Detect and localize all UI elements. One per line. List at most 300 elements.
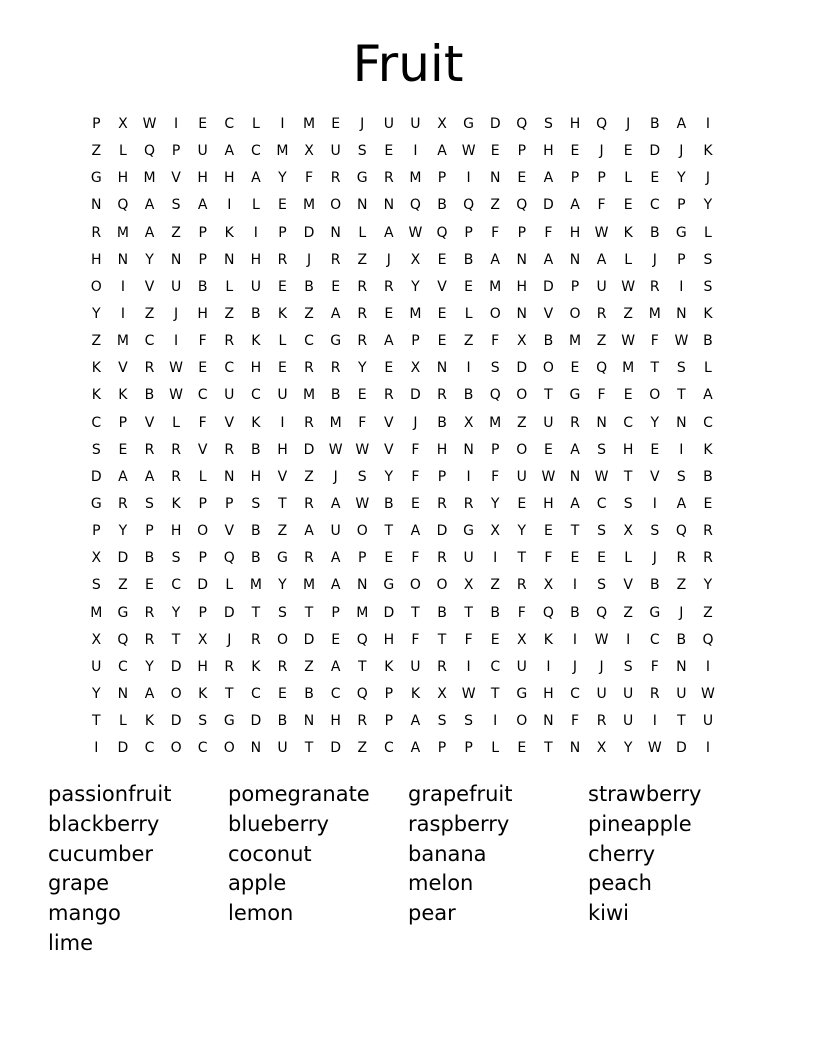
grid-letter: B: [144, 387, 155, 404]
grid-letter: F: [650, 333, 659, 350]
grid-letter: R: [383, 387, 394, 404]
grid-letter: I: [679, 278, 684, 295]
grid-letter: G: [356, 170, 368, 187]
grid-letter: G: [516, 685, 528, 702]
grid-letter: S: [543, 116, 553, 132]
grid-letter: Z: [623, 305, 633, 322]
grid-row: [83, 192, 733, 219]
grid-letter: A: [596, 251, 607, 268]
grid-letter: C: [144, 740, 155, 757]
grid-letter: D: [117, 740, 129, 757]
grid-letter: F: [544, 550, 553, 567]
grid-letter: M: [409, 305, 422, 322]
grid-letter: N: [676, 305, 687, 322]
grid-letter: H: [277, 441, 288, 458]
grid-letter: H: [543, 495, 554, 512]
grid-letter: J: [360, 116, 365, 132]
grid-letter: B: [649, 224, 660, 241]
grid-letter: R: [357, 278, 368, 295]
grid-letter: N: [436, 360, 448, 377]
grid-row: [83, 735, 733, 762]
grid-letter: Z: [304, 305, 314, 322]
grid-letter: R: [676, 550, 687, 567]
grid-letter: I: [546, 658, 551, 675]
grid-letter: C: [623, 414, 634, 431]
grid-letter: O: [542, 360, 554, 377]
grid-letter: G: [90, 495, 102, 512]
grid-letter: I: [253, 224, 258, 241]
grid-letter: U: [516, 468, 527, 485]
grid-letter: Z: [676, 577, 687, 594]
grid-letter: O: [330, 197, 342, 214]
grid-letter: U: [250, 278, 261, 295]
grid-row: [83, 111, 733, 138]
grid-letter: E: [570, 550, 580, 567]
grid-letter: H: [383, 631, 395, 648]
grid-letter: E: [410, 495, 420, 512]
grid-letter: I: [466, 468, 471, 485]
grid-letter: B: [463, 387, 474, 404]
grid-letter: Q: [463, 197, 475, 214]
grid-letter: W: [461, 685, 476, 702]
grid-letter: P: [278, 224, 287, 241]
grid-letter: V: [118, 360, 128, 377]
grid-letter: N: [170, 251, 182, 268]
grid-letter: U: [676, 685, 687, 702]
grid-letter: R: [304, 414, 314, 431]
grid-letter: Q: [489, 387, 501, 404]
grid-letter: W: [594, 468, 609, 485]
grid-letter: T: [464, 604, 473, 621]
grid-letter: A: [118, 468, 128, 485]
grid-letter: U: [277, 740, 288, 757]
grid-letter: R: [516, 577, 527, 594]
grid-letter: R: [437, 495, 447, 512]
grid-letter: T: [304, 740, 314, 757]
grid-letter: D: [90, 468, 102, 485]
grid-letter: D: [223, 604, 235, 621]
grid-letter: Z: [357, 740, 368, 757]
grid-letter: R: [304, 495, 314, 512]
grid-letter: I: [174, 333, 179, 350]
grid-letter: J: [652, 550, 657, 567]
grid-letter: I: [705, 116, 711, 132]
grid-letter: Z: [304, 468, 314, 485]
grid-letter: R: [596, 713, 607, 730]
grid-letter: S: [597, 441, 607, 458]
grid-letter: A: [330, 495, 341, 512]
grid-letter: P: [225, 495, 234, 512]
grid-letter: L: [624, 550, 633, 567]
grid-letter: V: [384, 414, 394, 431]
grid-letter: Z: [224, 305, 235, 322]
grid-letter: R: [463, 495, 474, 512]
grid-letter: Q: [516, 197, 528, 214]
grid-letter: D: [516, 360, 528, 377]
grid-letter: C: [596, 495, 607, 512]
grid-letter: X: [623, 523, 633, 540]
grid-letter: V: [224, 523, 235, 540]
grid-letter: S: [251, 495, 261, 512]
grid-letter: E: [384, 360, 394, 377]
grid-letter: N: [224, 468, 235, 485]
grid-letter: R: [383, 278, 394, 295]
grid-letter: E: [543, 523, 553, 540]
grid-letter: O: [197, 523, 209, 540]
grid-letter: L: [464, 305, 473, 322]
grid-letter: N: [224, 251, 235, 268]
grid-letter: O: [356, 523, 368, 540]
grid-letter: E: [437, 333, 447, 350]
grid-letter: P: [145, 523, 154, 540]
grid-letter: A: [304, 523, 314, 540]
grid-letter: P: [92, 116, 101, 132]
grid-letter: G: [463, 523, 475, 540]
grid-letter: E: [437, 305, 447, 322]
grid-letter: C: [197, 387, 208, 404]
grid-letter: S: [91, 577, 101, 594]
grid-letter: V: [197, 441, 208, 458]
grid-letter: R: [649, 278, 660, 295]
grid-row: [83, 382, 733, 409]
grid-letter: S: [703, 278, 713, 295]
word-list-item: pineapple: [588, 811, 692, 836]
grid-letter: A: [330, 658, 341, 675]
grid-letter: M: [303, 577, 316, 594]
grid-letter: N: [117, 251, 129, 268]
grid-letter: H: [543, 143, 554, 160]
grid-letter: E: [145, 577, 154, 594]
grid-letter: K: [543, 631, 553, 648]
grid-letter: R: [144, 604, 155, 621]
grid-letter: F: [491, 333, 500, 350]
grid-letter: W: [355, 495, 370, 512]
grid-letter: F: [305, 170, 314, 187]
grid-letter: N: [569, 740, 581, 757]
grid-letter: E: [331, 116, 341, 132]
grid-letter: I: [120, 305, 125, 322]
grid-letter: P: [384, 685, 394, 702]
grid-letter: M: [276, 143, 289, 160]
grid-letter: C: [250, 143, 261, 160]
grid-letter: M: [249, 577, 262, 594]
grid-letter: M: [116, 224, 129, 241]
grid-letter: M: [303, 197, 316, 214]
grid-letter: W: [701, 685, 715, 702]
grid-letter: A: [703, 387, 713, 404]
grid-letter: A: [197, 197, 208, 214]
grid-letter: L: [172, 414, 180, 431]
grid-row: [83, 437, 733, 464]
grid-letter: P: [171, 143, 181, 160]
grid-row: [83, 328, 733, 355]
grid-letter: U: [623, 713, 634, 730]
grid-letter: I: [174, 116, 179, 132]
grid-letter: Q: [516, 116, 528, 132]
grid-letter: K: [703, 305, 713, 322]
grid-letter: T: [357, 658, 367, 675]
grid-letter: D: [303, 441, 315, 458]
grid-letter: R: [357, 333, 368, 350]
grid-letter: K: [277, 305, 288, 322]
grid-letter: H: [250, 251, 262, 268]
grid-letter: P: [464, 224, 473, 241]
grid-letter: O: [90, 278, 102, 295]
grid-letter: G: [675, 224, 687, 241]
grid-letter: R: [144, 360, 155, 377]
grid-letter: C: [649, 631, 660, 648]
grid-letter: P: [331, 604, 340, 621]
grid-letter: X: [91, 550, 102, 567]
grid-letter: F: [491, 468, 500, 485]
grid-letter: E: [623, 387, 633, 404]
grid-letter: X: [410, 360, 421, 377]
grid-row: [83, 681, 733, 708]
grid-letter: C: [649, 197, 660, 214]
page-title: Fruit: [352, 35, 464, 93]
word-list-item: grape: [48, 871, 110, 896]
grid-letter: M: [489, 278, 502, 295]
grid-letter: K: [703, 441, 713, 458]
word-list-item: passionfruit: [48, 782, 172, 806]
grid-letter: G: [223, 713, 235, 730]
grid-letter: U: [330, 143, 341, 160]
grid-letter: O: [170, 740, 182, 757]
grid-letter: Z: [357, 251, 368, 268]
grid-letter: P: [570, 170, 580, 187]
grid-row: [83, 165, 733, 192]
grid-letter: T: [171, 631, 181, 648]
grid-letter: H: [224, 170, 235, 187]
grid-letter: S: [357, 468, 367, 485]
grid-letter: F: [198, 414, 207, 431]
grid-letter: O: [276, 631, 288, 648]
grid-letter: F: [198, 333, 207, 350]
grid-letter: N: [330, 224, 341, 241]
grid-letter: E: [464, 278, 474, 295]
grid-letter: R: [357, 713, 368, 730]
grid-letter: W: [674, 333, 689, 350]
grid-letter: A: [251, 170, 261, 187]
grid-letter: D: [543, 197, 554, 214]
grid-letter: C: [250, 387, 261, 404]
grid-letter: C: [144, 333, 155, 350]
grid-letter: K: [251, 414, 261, 431]
word-list-item: pomegranate: [228, 782, 370, 806]
grid-letter: G: [117, 604, 129, 621]
grid-letter: Q: [143, 143, 155, 160]
grid-letter: D: [303, 631, 315, 648]
grid-letter: B: [197, 278, 208, 295]
grid-letter: L: [118, 143, 127, 160]
grid-letter: T: [677, 387, 686, 404]
grid-letter: D: [117, 550, 129, 567]
grid-letter: G: [463, 116, 475, 132]
grid-letter: Q: [675, 523, 687, 540]
grid-letter: Z: [490, 197, 500, 214]
grid-letter: W: [169, 360, 183, 377]
grid-letter: U: [463, 550, 474, 567]
letter-grid: [83, 111, 733, 762]
grid-letter: W: [169, 387, 183, 404]
grid-letter: J: [386, 251, 391, 268]
grid-row: [83, 600, 733, 627]
grid-row: [83, 247, 733, 274]
grid-letter: I: [705, 658, 711, 675]
grid-letter: V: [649, 468, 660, 485]
grid-letter: X: [304, 143, 314, 160]
grid-row: [83, 708, 733, 735]
grid-letter: C: [570, 685, 580, 702]
grid-letter: N: [356, 577, 368, 594]
grid-letter: B: [304, 278, 314, 295]
grid-letter: X: [118, 116, 128, 132]
grid-letter: P: [198, 224, 207, 241]
grid-letter: Q: [702, 631, 714, 648]
grid-letter: X: [197, 631, 208, 648]
grid-letter: Q: [117, 631, 129, 648]
grid-letter: G: [383, 577, 395, 594]
grid-letter: Z: [304, 658, 314, 675]
grid-letter: B: [463, 251, 474, 268]
grid-letter: H: [250, 468, 262, 485]
grid-letter: N: [356, 197, 368, 214]
grid-letter: Y: [703, 197, 713, 214]
grid-letter: C: [304, 333, 314, 350]
grid-letter: B: [490, 604, 500, 621]
grid-letter: L: [704, 360, 712, 377]
grid-letter: E: [490, 631, 500, 648]
grid-row: [83, 654, 733, 681]
grid-letter: E: [198, 116, 208, 132]
grid-letter: D: [250, 713, 262, 730]
grid-letter: J: [599, 143, 604, 160]
grid-letter: U: [702, 713, 714, 730]
grid-letter: G: [90, 170, 102, 187]
grid-letter: Q: [356, 685, 368, 702]
grid-letter: A: [330, 305, 341, 322]
grid-letter: R: [91, 224, 102, 241]
grid-letter: I: [493, 550, 498, 567]
grid-letter: U: [277, 387, 288, 404]
grid-letter: I: [572, 577, 578, 594]
grid-letter: E: [384, 550, 394, 567]
grid-letter: X: [437, 685, 447, 702]
grid-letter: P: [437, 170, 447, 187]
grid-letter: E: [331, 631, 341, 648]
grid-letter: J: [679, 604, 684, 621]
grid-letter: R: [357, 305, 368, 322]
grid-letter: U: [383, 116, 394, 132]
grid-letter: T: [384, 523, 394, 540]
grid-letter: X: [463, 577, 474, 594]
word-list-item: blueberry: [228, 811, 329, 836]
grid-letter: M: [90, 604, 103, 621]
grid-letter: M: [622, 360, 635, 377]
grid-row: [83, 572, 733, 599]
grid-letter: M: [648, 305, 661, 322]
grid-letter: I: [466, 170, 471, 187]
grid-letter: S: [597, 577, 607, 594]
grid-letter: S: [357, 143, 367, 160]
grid-letter: L: [251, 197, 260, 214]
grid-letter: I: [705, 740, 711, 757]
grid-letter: E: [278, 685, 287, 702]
grid-letter: R: [703, 550, 713, 567]
grid-letter: J: [572, 658, 578, 675]
grid-letter: N: [303, 713, 315, 730]
grid-letter: O: [649, 387, 661, 404]
grid-letter: T: [517, 550, 527, 567]
grid-letter: N: [250, 740, 262, 757]
grid-letter: Z: [171, 224, 181, 241]
grid-letter: B: [676, 631, 687, 648]
grid-letter: E: [278, 197, 287, 214]
grid-letter: Y: [677, 170, 686, 187]
grid-letter: V: [543, 305, 554, 322]
grid-letter: L: [624, 251, 633, 268]
grid-letter: B: [703, 333, 713, 350]
grid-letter: Z: [463, 333, 474, 350]
grid-letter: I: [679, 441, 684, 458]
grid-letter: O: [516, 713, 528, 730]
grid-letter: W: [621, 333, 636, 350]
grid-letter: Z: [118, 577, 128, 594]
grid-letter: F: [650, 658, 659, 675]
grid-letter: R: [437, 550, 447, 567]
grid-letter: Q: [117, 197, 129, 214]
grid-letter: C: [118, 658, 128, 675]
word-list-item: banana: [408, 841, 487, 866]
grid-letter: J: [679, 143, 684, 160]
grid-letter: T: [437, 631, 447, 648]
grid-letter: I: [652, 713, 657, 730]
grid-letter: N: [543, 713, 554, 730]
grid-letter: Y: [171, 604, 181, 621]
grid-letter: Z: [703, 604, 713, 621]
grid-letter: S: [703, 251, 713, 268]
grid-letter: H: [117, 170, 129, 187]
grid-letter: E: [278, 278, 287, 295]
grid-letter: B: [649, 116, 660, 132]
grid-letter: E: [198, 360, 208, 377]
grid-letter: M: [303, 387, 316, 404]
grid-letter: U: [330, 523, 341, 540]
grid-letter: Q: [409, 197, 421, 214]
grid-letter: X: [596, 740, 607, 757]
grid-letter: T: [544, 740, 553, 757]
grid-letter: V: [384, 441, 394, 458]
grid-letter: H: [569, 224, 581, 241]
grid-letter: S: [650, 523, 660, 540]
grid-letter: U: [543, 414, 554, 431]
grid-letter: T: [570, 523, 580, 540]
grid-letter: F: [491, 224, 500, 241]
grid-letter: F: [464, 631, 473, 648]
grid-letter: Z: [144, 305, 155, 322]
grid-letter: L: [225, 577, 234, 594]
grid-letter: R: [330, 360, 341, 377]
grid-letter: N: [91, 197, 102, 214]
grid-letter: X: [517, 631, 527, 648]
grid-letter: W: [621, 278, 636, 295]
grid-letter: J: [705, 170, 711, 187]
word-bank: [48, 780, 808, 959]
grid-letter: P: [411, 333, 420, 350]
grid-letter: I: [413, 143, 418, 160]
grid-letter: B: [703, 468, 713, 485]
grid-letter: L: [358, 224, 367, 241]
